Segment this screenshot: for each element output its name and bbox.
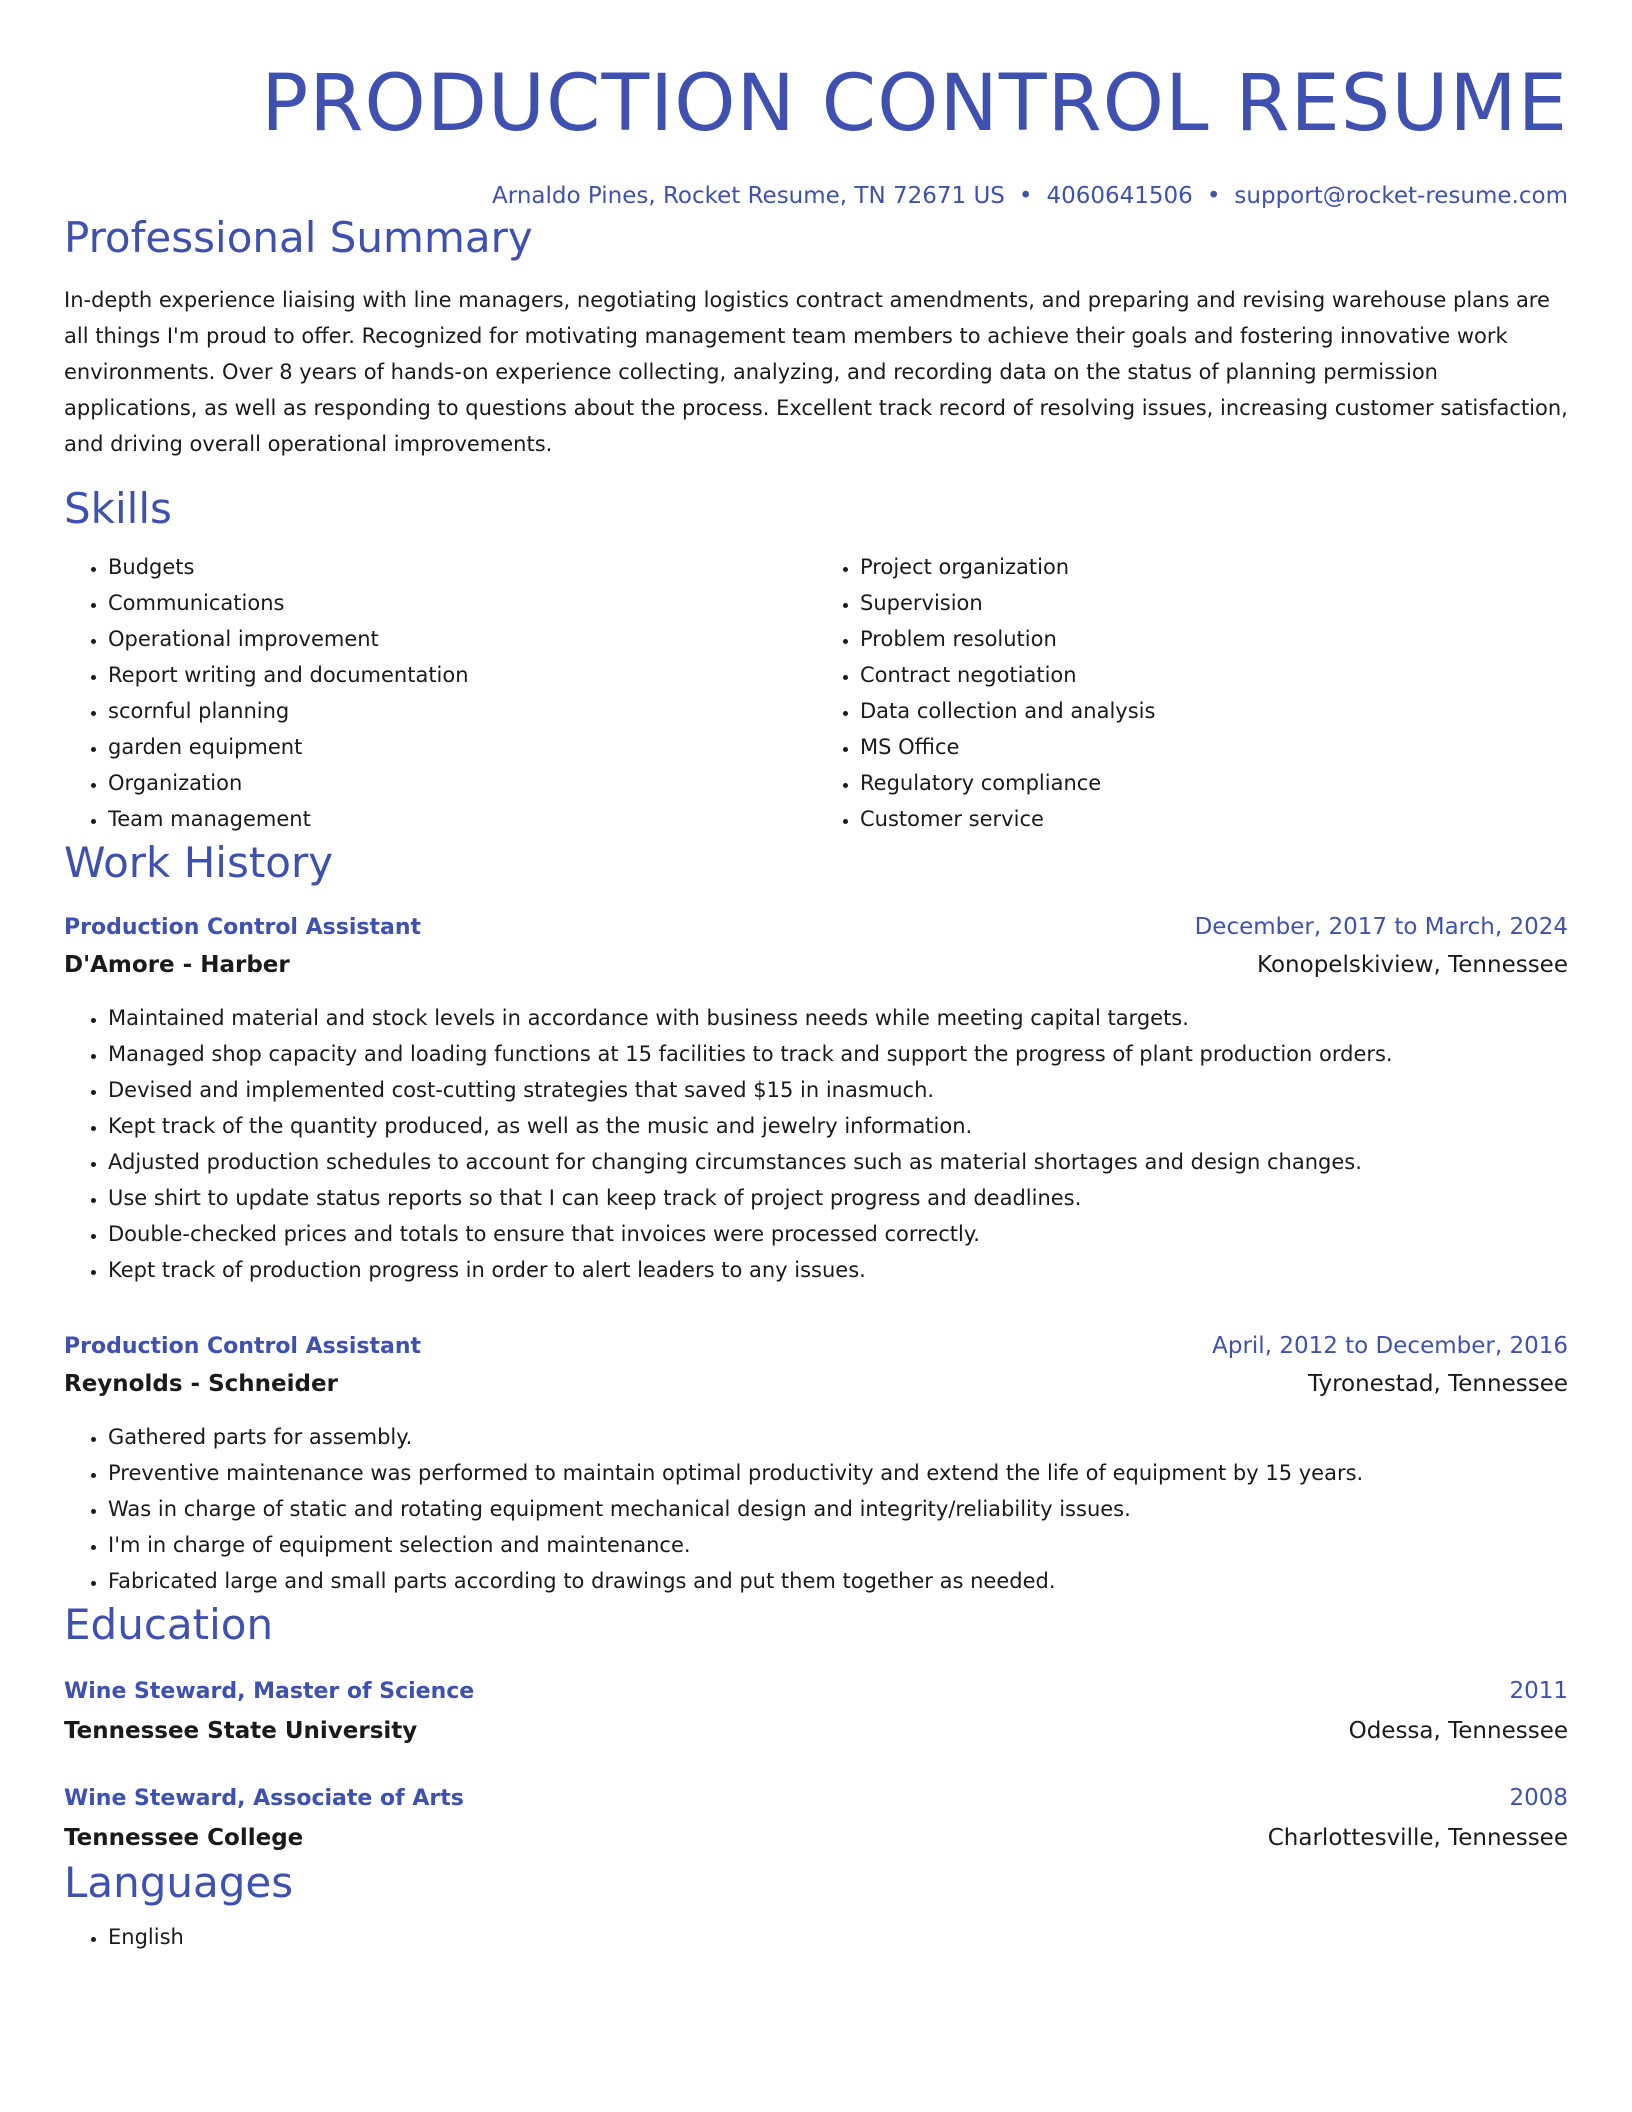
education-school: Tennessee College: [64, 1825, 304, 1851]
job-bullet: • Was in charge of static and rotating equipment mechanical design and integrity/reliability issues.: [108, 1491, 1568, 1527]
job-bullet: • Managed shop capacity and loading functions at 15 facilities to track and support the progress of plant production orders.: [108, 1036, 1568, 1072]
skill-item: • garden equipment: [108, 729, 816, 765]
education-entry: [64, 1673, 1568, 1750]
contact-separator: •: [1206, 183, 1221, 209]
skill-item: • scornful planning: [108, 693, 816, 729]
education-year: 2011: [1509, 1678, 1568, 1704]
contact-email[interactable]: support@rocket-resume.com: [1234, 183, 1568, 209]
skill-item: • Communications: [108, 585, 816, 621]
education-school-row: [64, 1712, 1568, 1750]
job-bullet: • Devised and implemented cost-cutting strategies that saved $15 in inasmuch.: [108, 1072, 1568, 1108]
languages-heading: Languages: [64, 1858, 294, 1907]
job-location: Tyronestad, Tennessee: [1307, 1371, 1568, 1397]
job-company-row: [64, 1365, 1568, 1403]
job-role: Production Control Assistant: [64, 915, 422, 940]
skill-item: • Report writing and documentation: [108, 657, 816, 693]
skill-item: • MS Office: [860, 729, 1568, 765]
education-degree-row: [64, 1780, 1568, 1817]
summary-heading: Professional Summary: [64, 213, 533, 262]
job-company: Reynolds - Schneider: [64, 1371, 338, 1397]
job-bullet: • Maintained material and stock levels in accordance with business needs while meeting capital targets.: [108, 1000, 1568, 1036]
skill-item: • Organization: [108, 765, 816, 801]
job-title-row: [64, 1328, 1568, 1365]
job-bullets: [64, 1000, 1568, 1288]
skill-item: • Supervision: [860, 585, 1568, 621]
skill-item: • Data collection and analysis: [860, 693, 1568, 729]
job-bullet: • I'm in charge of equipment selection and maintenance.: [108, 1527, 1568, 1563]
job-company: D'Amore - Harber: [64, 952, 290, 978]
job-entry: [64, 909, 1568, 1288]
education-year: 2008: [1509, 1785, 1568, 1811]
education-degree: Wine Steward, Associate of Arts: [64, 1786, 464, 1811]
education-entry: [64, 1780, 1568, 1857]
contact-separator: •: [1018, 183, 1033, 209]
skill-item: • Regulatory compliance: [860, 765, 1568, 801]
job-bullet: • Fabricated large and small parts according to drawings and put them together as needed.: [108, 1563, 1568, 1599]
job-dates: April, 2012 to December, 2016: [1212, 1333, 1568, 1359]
job-dates: December, 2017 to March, 2024: [1194, 914, 1568, 940]
education-location: Odessa, Tennessee: [1348, 1718, 1568, 1744]
skill-item: • Contract negotiation: [860, 657, 1568, 693]
contact-phone: 4060641506: [1046, 183, 1193, 209]
education-degree-row: [64, 1673, 1568, 1710]
skills-list-right: [816, 549, 1568, 837]
job-bullet: • Gathered parts for assembly.: [108, 1419, 1568, 1455]
languages-section: [64, 1919, 1568, 1955]
education-heading: Education: [64, 1600, 274, 1649]
skill-item: • Project organization: [860, 549, 1568, 585]
job-role: Production Control Assistant: [64, 1334, 422, 1359]
skills-heading: Skills: [64, 484, 172, 533]
job-bullets: [64, 1419, 1568, 1599]
skill-item: • Customer service: [860, 801, 1568, 837]
languages-list: [64, 1919, 1568, 1955]
job-entry: [64, 1328, 1568, 1599]
job-bullet: • Kept track of the quantity produced, as well as the music and jewelry information.: [108, 1108, 1568, 1144]
skills-columns: [64, 549, 1568, 837]
skill-item: • Budgets: [108, 549, 816, 585]
job-company-row: [64, 946, 1568, 984]
job-bullet: • Use shirt to update status reports so that I can keep track of project progress and deadlines.: [108, 1180, 1568, 1216]
work-history-heading: Work History: [64, 838, 334, 887]
resume-title: PRODUCTION CONTROL RESUME: [261, 59, 1568, 149]
contact-line: [64, 180, 1568, 212]
job-bullet: • Double-checked prices and totals to ensure that invoices were processed correctly.: [108, 1216, 1568, 1252]
skills-list-left: [64, 549, 816, 837]
summary-text: In-depth experience liaising with line managers, negotiating logistics contract amendments, and preparing and revising warehouse plans are all things I'm proud to offer. Recognized for motivating management team members to achieve their goals and fostering innovative work environments. Over 8 years of hands-on experience collecting, analyzing, and recording data on the status of planning permission applications, as well as responding to questions about the process. Excellent track record of resolving issues, increasing customer satisfaction, and driving overall operational improvements.: [64, 288, 1568, 456]
contact-address: Arnaldo Pines, Rocket Resume, TN 72671 US: [492, 183, 1005, 209]
job-title-row: [64, 909, 1568, 946]
education-location: Charlottesville, Tennessee: [1267, 1825, 1568, 1851]
language-item: • English: [108, 1919, 1568, 1955]
education-degree: Wine Steward, Master of Science: [64, 1679, 475, 1704]
job-bullet: • Adjusted production schedules to account for changing circumstances such as material shortages and design changes.: [108, 1144, 1568, 1180]
education-school-row: [64, 1819, 1568, 1857]
job-bullet: • Preventive maintenance was performed to maintain optimal productivity and extend the life of equipment by 15 years.: [108, 1455, 1568, 1491]
skill-item: • Team management: [108, 801, 816, 837]
skill-item: • Problem resolution: [860, 621, 1568, 657]
job-location: Konopelskiview, Tennessee: [1257, 952, 1568, 978]
resume-page: [64, 0, 1568, 1955]
education-school: Tennessee State University: [64, 1718, 418, 1744]
job-bullet: • Kept track of production progress in order to alert leaders to any issues.: [108, 1252, 1568, 1288]
skill-item: • Operational improvement: [108, 621, 816, 657]
